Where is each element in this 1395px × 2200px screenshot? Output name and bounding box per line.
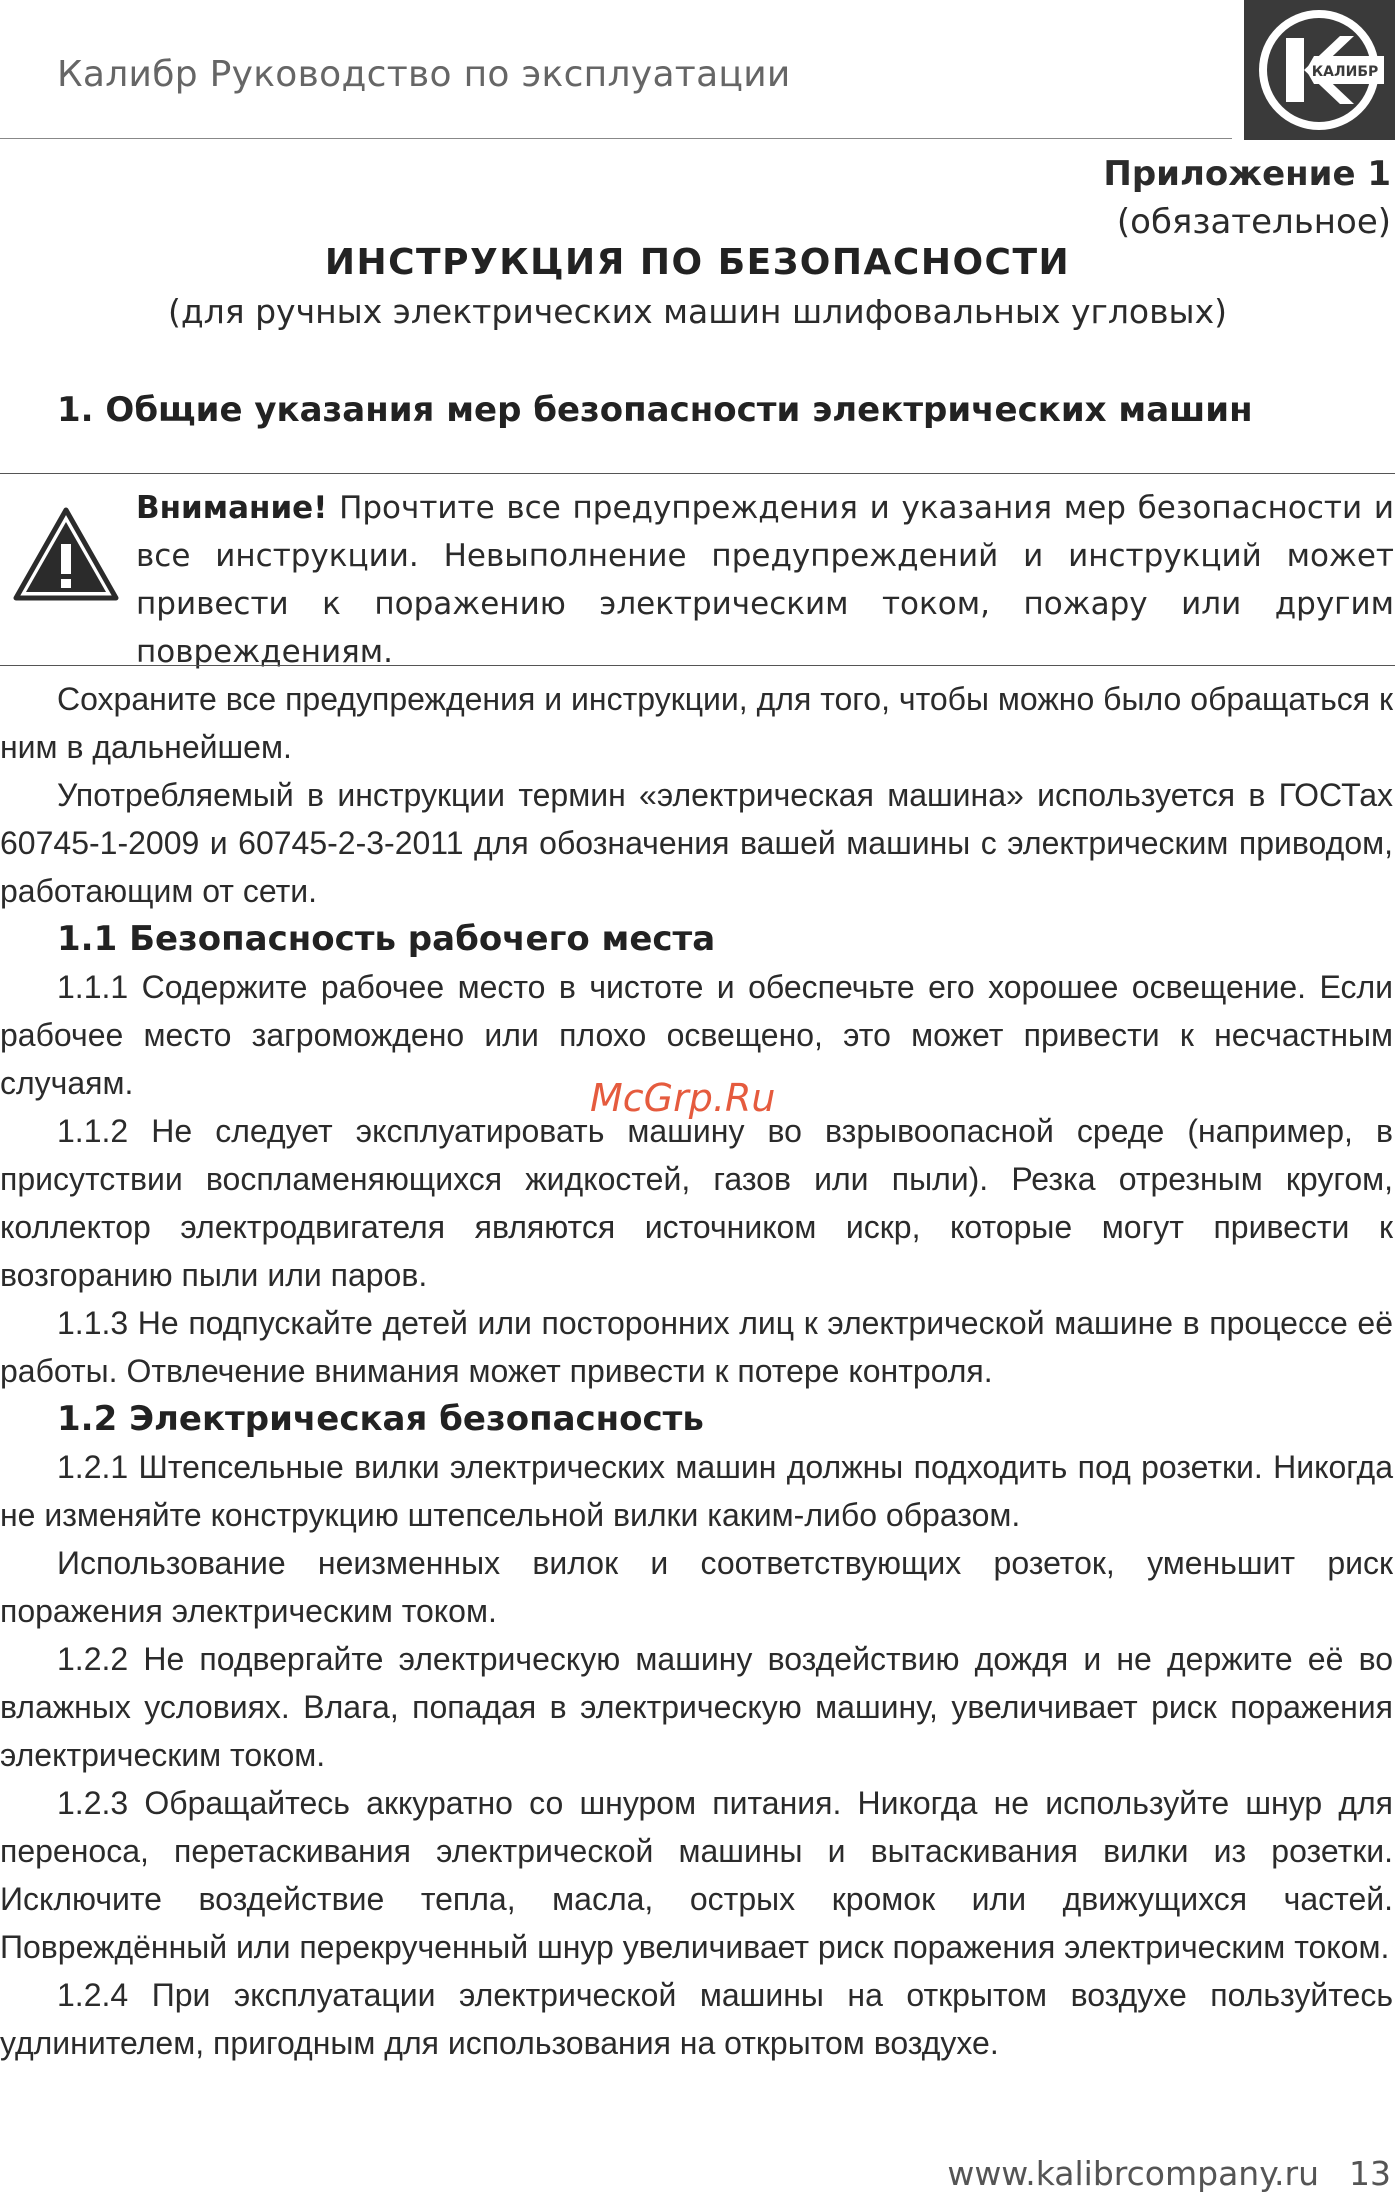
annex-title: Приложение 1 [1103,154,1391,194]
body-text [0,675,1393,2067]
paragraph-1-2-4: 1.2.4 При эксплуатации электрической машины на открытом воздухе пользуйтесь удлинителем, пригодным для использования на открытом воздухе. [0,1977,1393,2061]
document-subtitle: (для ручных электрических машин шлифовальных угловых) [167,292,1228,331]
subsection-1-2-heading: 1.2 Электрическая безопасность [57,1399,704,1439]
warning-bottom-rule [0,665,1395,666]
kalibr-logo [1244,0,1395,140]
annex-subtitle: (обязательное) [1116,202,1391,242]
warning-top-rule [0,473,1395,474]
paragraph-1-1-3: 1.1.3 Не подпускайте детей или посторонних лиц к электрической машине в процессе её работы. Отвлечение внимания может привести к потере контроля. [0,1305,1393,1389]
paragraph-1-2-1-note: Использование неизменных вилок и соответствующих розеток, уменьшит риск поражения электрическим током. [0,1545,1393,1629]
warning-triangle-icon [12,506,120,602]
warning-label: Внимание! [136,490,328,526]
warning-text: Прочтите все предупреждения и указания мер безопасности и все инструкции. Невыполнение предупреждений и инструкций может привести к поражению электрическим током, пожару или другим повреждениям. [136,490,1394,670]
watermark: McGrp.Ru [590,1076,776,1120]
paragraph-1-1-2: 1.1.2 Не следует эксплуатировать машину во взрывоопасной среде (например, в присутствии воспламеняющихся жидкостей, газов или пыли). Резка отрезным кругом, коллектор электродвигателя являются источником искр, которые могут привести к возгоранию пыли или паров. [0,1113,1393,1293]
page-footer [947,2154,1391,2193]
warning-block [136,484,1394,676]
header-divider [0,138,1232,139]
logo-text: КАЛИБР [1311,64,1379,80]
paragraph-1-1-1: 1.1.1 Содержите рабочее место в чистоте и обеспечьте его хорошее освещение. Если рабочее место загромождено или плохо освещено, это может привести к несчастным случаям. [0,969,1393,1101]
paragraph-1-2-3: 1.2.3 Обращайтесь аккуратно со шнуром питания. Никогда не используйте шнур для переноса, перетаскивания электрической машины и вытаскивания вилки из розетки. Исключите воздействие тепла, масла, острых кромок или движущихся частей. Повреждённый или перекрученный шнур увеличивает риск поражения электрическим током. [0,1785,1393,1965]
page-number: 13 [1349,2154,1391,2193]
paragraph-1-2-1: 1.2.1 Штепсельные вилки электрических машин должны подходить под розетки. Никогда не изменяйте конструкцию штепсельной вилки каким-либо образом. [0,1449,1393,1533]
paragraph-save-instructions: Сохраните все предупреждения и инструкции, для того, чтобы можно было обращаться к ним в дальнейшем. [0,681,1393,765]
paragraph-term-definition: Употребляемый в инструкции термин «электрическая машина» используется в ГОСТах 60745-1-2009 и 60745-2-3-2011 для обозначения вашей машины с электрическим приводом, работающим от сети. [0,777,1393,909]
annex-block [1103,150,1391,246]
paragraph-1-2-2: 1.2.2 Не подвергайте электрическую машину воздействию дождя и не держите её во влажных условиях. Влага, попадая в электрическую машину, увеличивает риск поражения электрическим током. [0,1641,1393,1773]
section-1-heading: 1. Общие указания мер безопасности электрических машин [57,390,1253,430]
running-header-title: Калибр Руководство по эксплуатации [57,54,791,95]
subsection-1-1-heading: 1.1 Безопасность рабочего места [57,919,716,959]
footer-website: www.kalibrcompany.ru [947,2154,1319,2193]
document-title: ИНСТРУКЦИЯ ПО БЕЗОПАСНОСТИ [324,242,1071,283]
